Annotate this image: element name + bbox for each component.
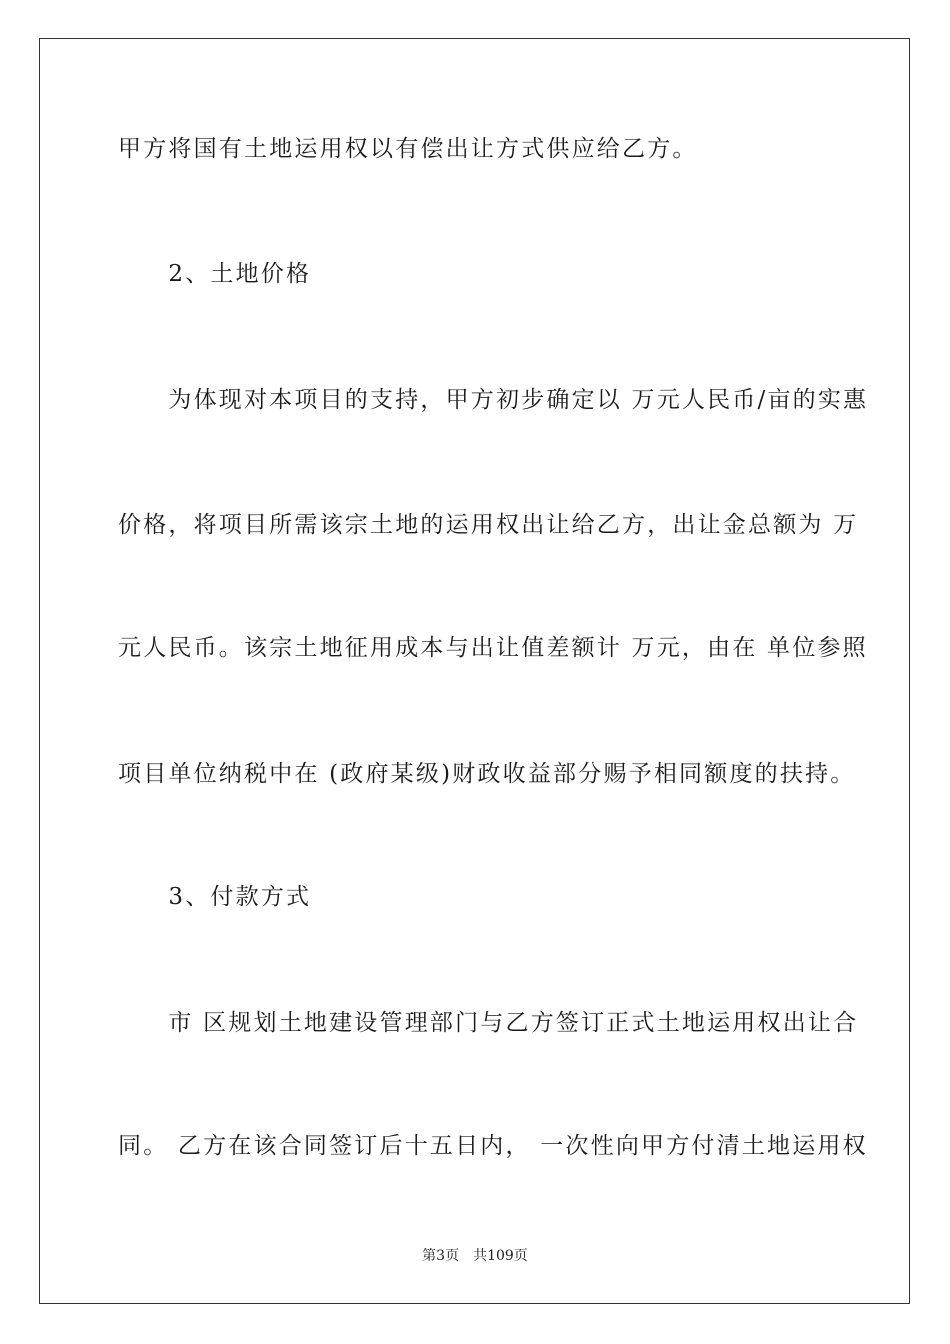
page-number-footer: 第3页 共109页 bbox=[422, 1248, 528, 1264]
paragraph-line-5: 元人民币。该宗土地征用成本与出让值差额计 万元，由在 单位参照 bbox=[118, 635, 868, 661]
section-heading-land-price: 2、土地价格 bbox=[118, 261, 312, 287]
paragraph-line-1: 甲方将国有土地运用权以有偿出让方式供应给乙方。 bbox=[118, 136, 698, 162]
paragraph-line-9: 同。 乙方在该合同签订后十五日内， 一次性向甲方付清土地运用权 bbox=[118, 1133, 868, 1159]
paragraph-line-3: 为体现对本项目的支持，甲方初步确定以 万元人民币/亩的实惠 bbox=[118, 387, 869, 413]
page-border bbox=[39, 38, 910, 1304]
paragraph-line-6: 项目单位纳税中在 (政府某级)财政收益部分赐予相同额度的扶持。 bbox=[118, 761, 856, 787]
paragraph-line-4: 价格，将项目所需该宗土地的运用权出让给乙方，出让金总额为 万 bbox=[118, 512, 859, 538]
section-heading-payment-method: 3、付款方式 bbox=[118, 884, 312, 910]
paragraph-line-8: 市 区规划土地建设管理部门与乙方签订正式土地运用权出让合 bbox=[118, 1010, 859, 1036]
